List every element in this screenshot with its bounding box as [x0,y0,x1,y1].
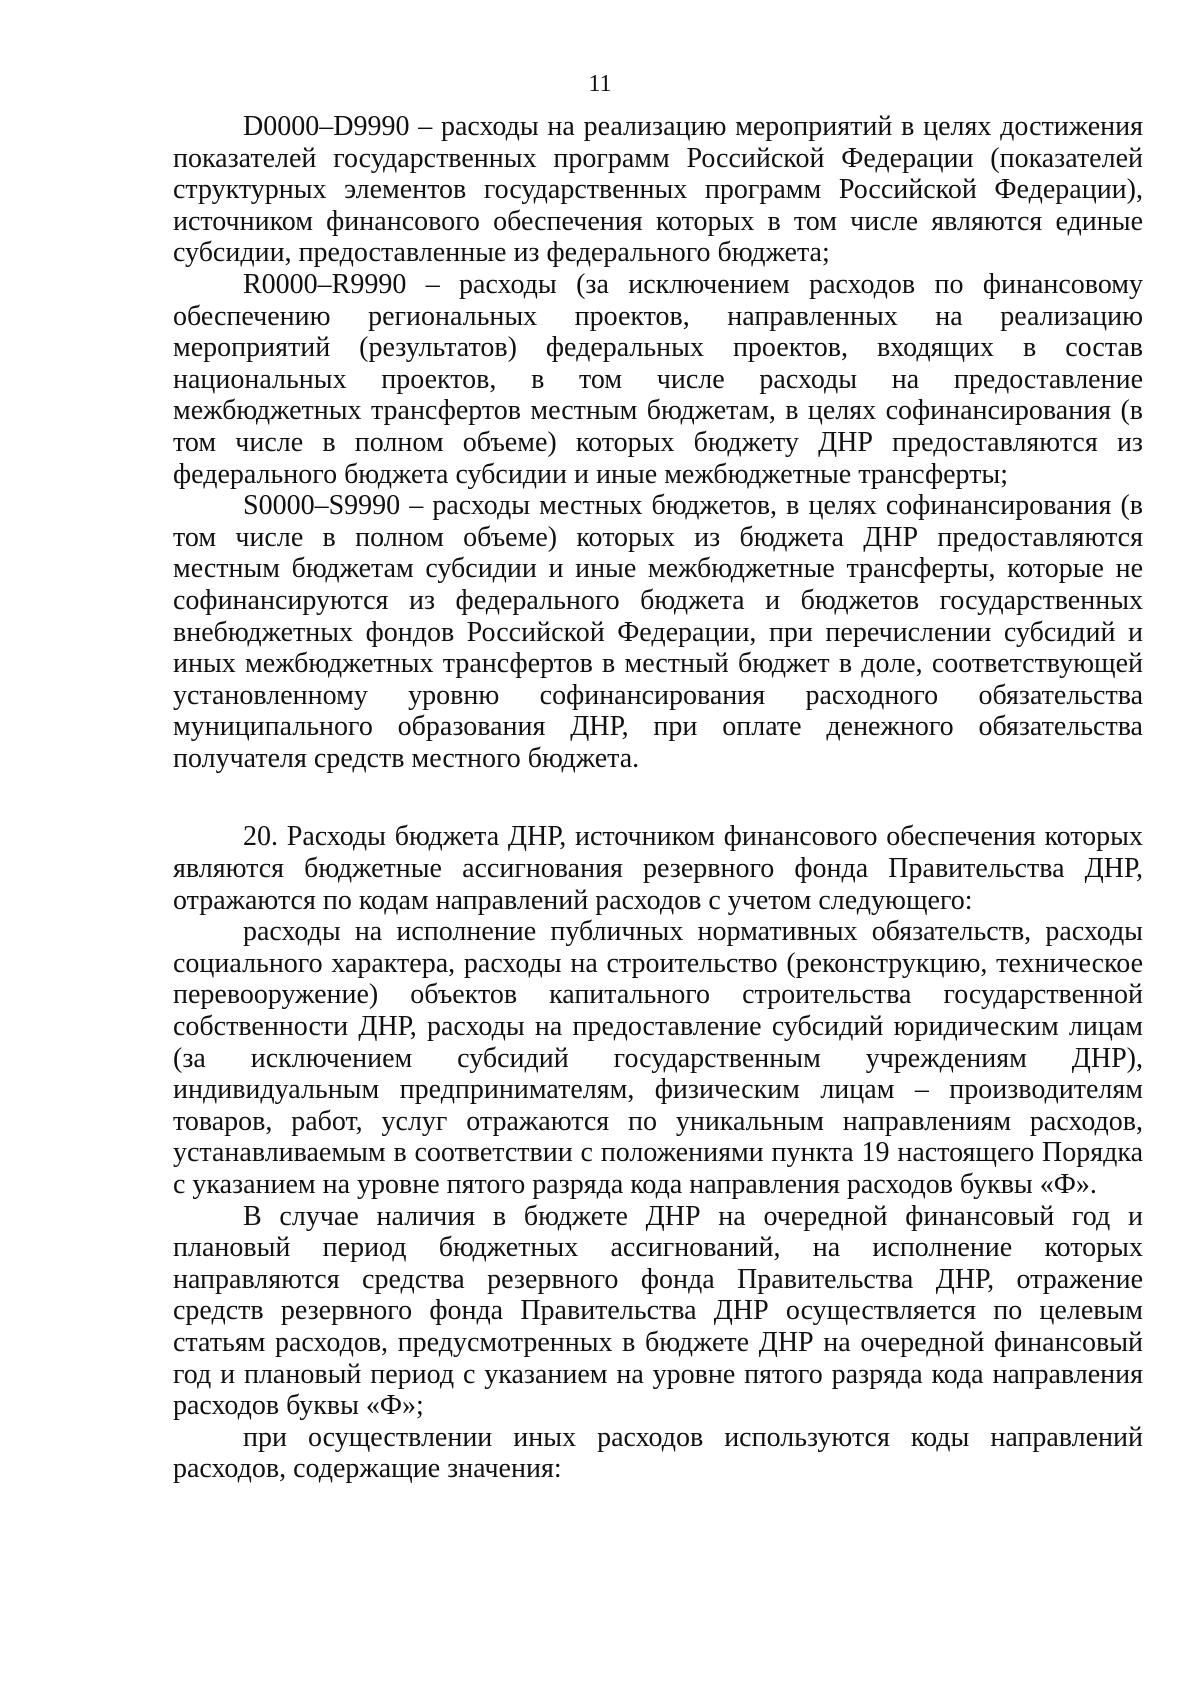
paragraph-item-20: 20. Расходы бюджета ДНР, источником финансового обеспечения которых являются бюджетные ассигнования резервного фонда Правительства ДНР, отражаются по кодам направлений расходов с учетом следующего: [173,821,1143,916]
paragraph-public-obligations: расходы на исполнение публичных нормативных обязательств, расходы социального характера, расходы на строительство (реконструкцию, техническое перевооружение) объектов капитального строительства государственной собственности ДНР, расходы на предоставление субсидий юридическим лицам (за исключением субсидий государственным учреждениям ДНР), индивидуальным предпринимателям, физическим лицам – производителям товаров, работ, услуг отражаются по уникальным направлениям расходов, устанавливаемым в соответствии с положениями пункта 19 настоящего Порядка с указанием на уровне пятого разряда кода направления расходов буквы «Ф». [173,916,1143,1200]
document-body [173,111,1143,1485]
paragraph-s0000: S0000–S9990 – расходы местных бюджетов, в целях софинансирования (в том числе в полном объеме) которых из бюджета ДНР предоставляются местным бюджетам субсидии и иные межбюджетные трансферты, которые не софинансируются из федерального бюджета и бюджетов государственных внебюджетных фондов Российской Федерации, при перечислении субсидий и иных межбюджетных трансфертов в местный бюджет в доле, соответствующей установленному уровню софинансирования расходного обязательства муниципального образования ДНР, при оплате денежного обязательства получателя средств местного бюджета. [173,490,1143,774]
paragraph-reserve-fund: В случае наличия в бюджете ДНР на очередной финансовый год и плановый период бюджетных ассигнований, на исполнение которых направляются средства резервного фонда Правительства ДНР, отражение средств резервного фонда Правительства ДНР осуществляется по целевым статьям расходов, предусмотренных в бюджете ДНР на очередной финансовый год и плановый период с указанием на уровне пятого разряда кода направления расходов буквы «Ф»; [173,1200,1143,1422]
paragraph-other-expenses: при осуществлении иных расходов используются коды направлений расходов, содержащие значения: [173,1421,1143,1485]
paragraph-d0000: D0000–D9990 – расходы на реализацию мероприятий в целях достижения показателей государственных программ Российской Федерации (показателей структурных элементов государственных программ Российской Федерации), источником финансового обеспечения которых в том числе являются единые субсидии, предоставленные из федерального бюджета; [173,111,1143,269]
page-number: 11 [588,71,612,97]
section-spacer [173,774,1143,821]
paragraph-r0000: R0000–R9990 – расходы (за исключением расходов по финансовому обеспечению региональных проектов, направленных на реализацию мероприятий (результатов) федеральных проектов, входящих в состав национальных проектов, в том числе расходы на предоставление межбюджетных трансфертов местным бюджетам, в целях софинансирования (в том числе в полном объеме) которых бюджету ДНР предоставляются из федерального бюджета субсидии и иные межбюджетные трансферты; [173,268,1143,490]
